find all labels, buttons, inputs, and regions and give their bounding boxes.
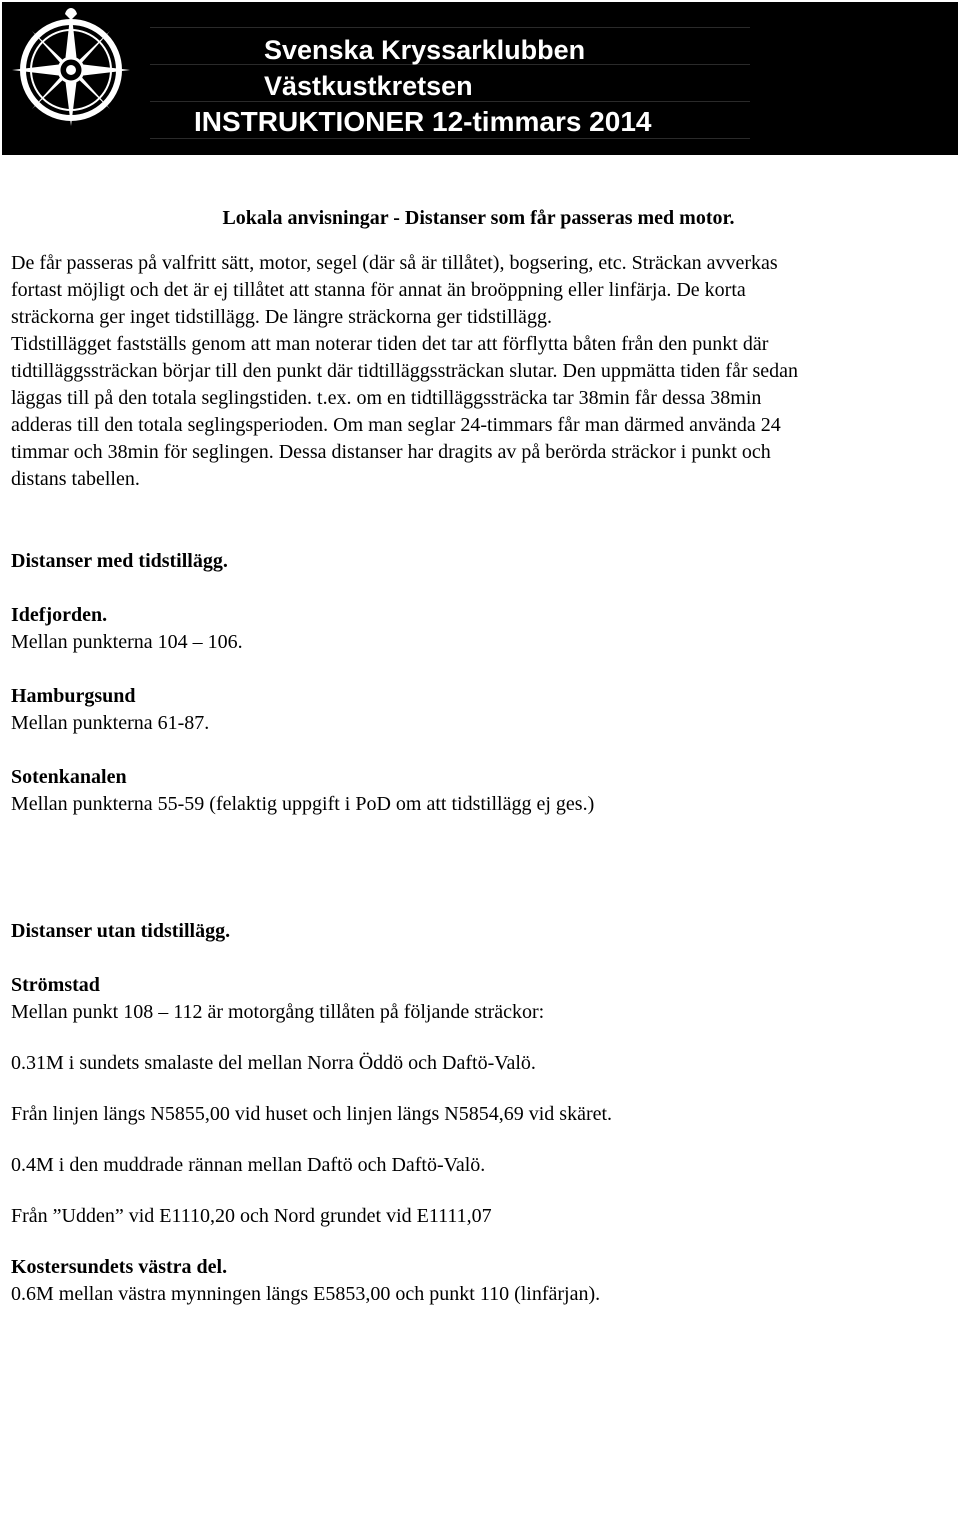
location-detail: 0.6M mellan västra mynningen längs E5853,00 och punkt 110 (linfärjan). xyxy=(11,1283,601,1305)
section-heading-with-addition: Distanser med tidstillägg. xyxy=(11,550,228,572)
location-detail: Mellan punkterna 55-59 (felaktig uppgift i PoD om att tidstillägg ej ges.) xyxy=(11,793,595,815)
location-detail: Mellan punkterna 61-87. xyxy=(11,712,210,734)
section-heading-without-addition: Distanser utan tidstillägg. xyxy=(11,920,231,942)
intro-line: läggas till på den totala seglingstiden. t.ex. om en tidtilläggssträcka tar 38min får dessa 38min xyxy=(11,387,762,409)
intro-line: timmar och 38min för seglingen. Dessa distanser har dragits av på berörda sträckor i punkt och xyxy=(11,441,771,463)
stretch-line: 0.4M i den muddrade rännan mellan Daftö och Daftö-Valö. xyxy=(11,1154,486,1176)
intro-line: sträckorna ger inget tidstillägg. De längre sträckorna ger tidstillägg. xyxy=(11,306,552,328)
location-name: Sotenkanalen xyxy=(11,766,127,788)
stretch-line: Från ”Udden” vid E1110,20 och Nord grundet vid E1111,07 xyxy=(11,1205,492,1227)
location-detail: Mellan punkterna 104 – 106. xyxy=(11,631,243,653)
intro-line: adderas till den totala seglingsperioden. Om man seglar 24-timmars får man därmed använda 24 xyxy=(11,414,781,436)
intro-line: fortast möjligt och det är ej tillåtet att stanna för annat än broöppning eller linfärja. De korta xyxy=(11,279,746,301)
header-document-title: INSTRUKTIONER 12-timmars 2014 xyxy=(194,106,652,137)
location-name: Idefjorden. xyxy=(11,604,108,626)
header-title-block xyxy=(194,32,651,140)
intro-line: tidtilläggssträckan börjar till den punkt där tidtilläggssträckan slutar. Den uppmätta tiden får sedan xyxy=(11,360,799,382)
intro-line: distans tabellen. xyxy=(11,468,140,490)
intro-line: Tidstillägget fastställs genom att man noterar tiden det tar att förflytta båten från den punkt där xyxy=(11,333,769,355)
location-name: Hamburgsund xyxy=(11,685,136,707)
document-header xyxy=(2,2,958,155)
header-org-name: Svenska Kryssarklubben xyxy=(264,35,586,65)
intro-line: De får passeras på valfritt sätt, motor, segel (där så är tillåtet), bogsering, etc. Sträckan avverkas xyxy=(11,252,778,274)
location-name: Kostersundets västra del. xyxy=(11,1256,228,1278)
location-detail: Mellan punkt 108 – 112 är motorgång tillåten på följande sträckor: xyxy=(11,1001,545,1023)
stretch-line: 0.31M i sundets smalaste del mellan Norra Öddö och Daftö-Valö. xyxy=(11,1052,536,1074)
document-body xyxy=(11,205,946,1308)
header-district: Västkustkretsen xyxy=(264,71,473,101)
stretch-line: Från linjen längs N5855,00 vid huset och linjen längs N5854,69 vid skäret. xyxy=(11,1103,613,1125)
compass-rose-logo-icon xyxy=(10,4,132,128)
page-title: Lokala anvisningar - Distanser som får passeras med motor. xyxy=(222,207,735,229)
intro-paragraph xyxy=(11,250,946,493)
location-name: Strömstad xyxy=(11,974,100,996)
